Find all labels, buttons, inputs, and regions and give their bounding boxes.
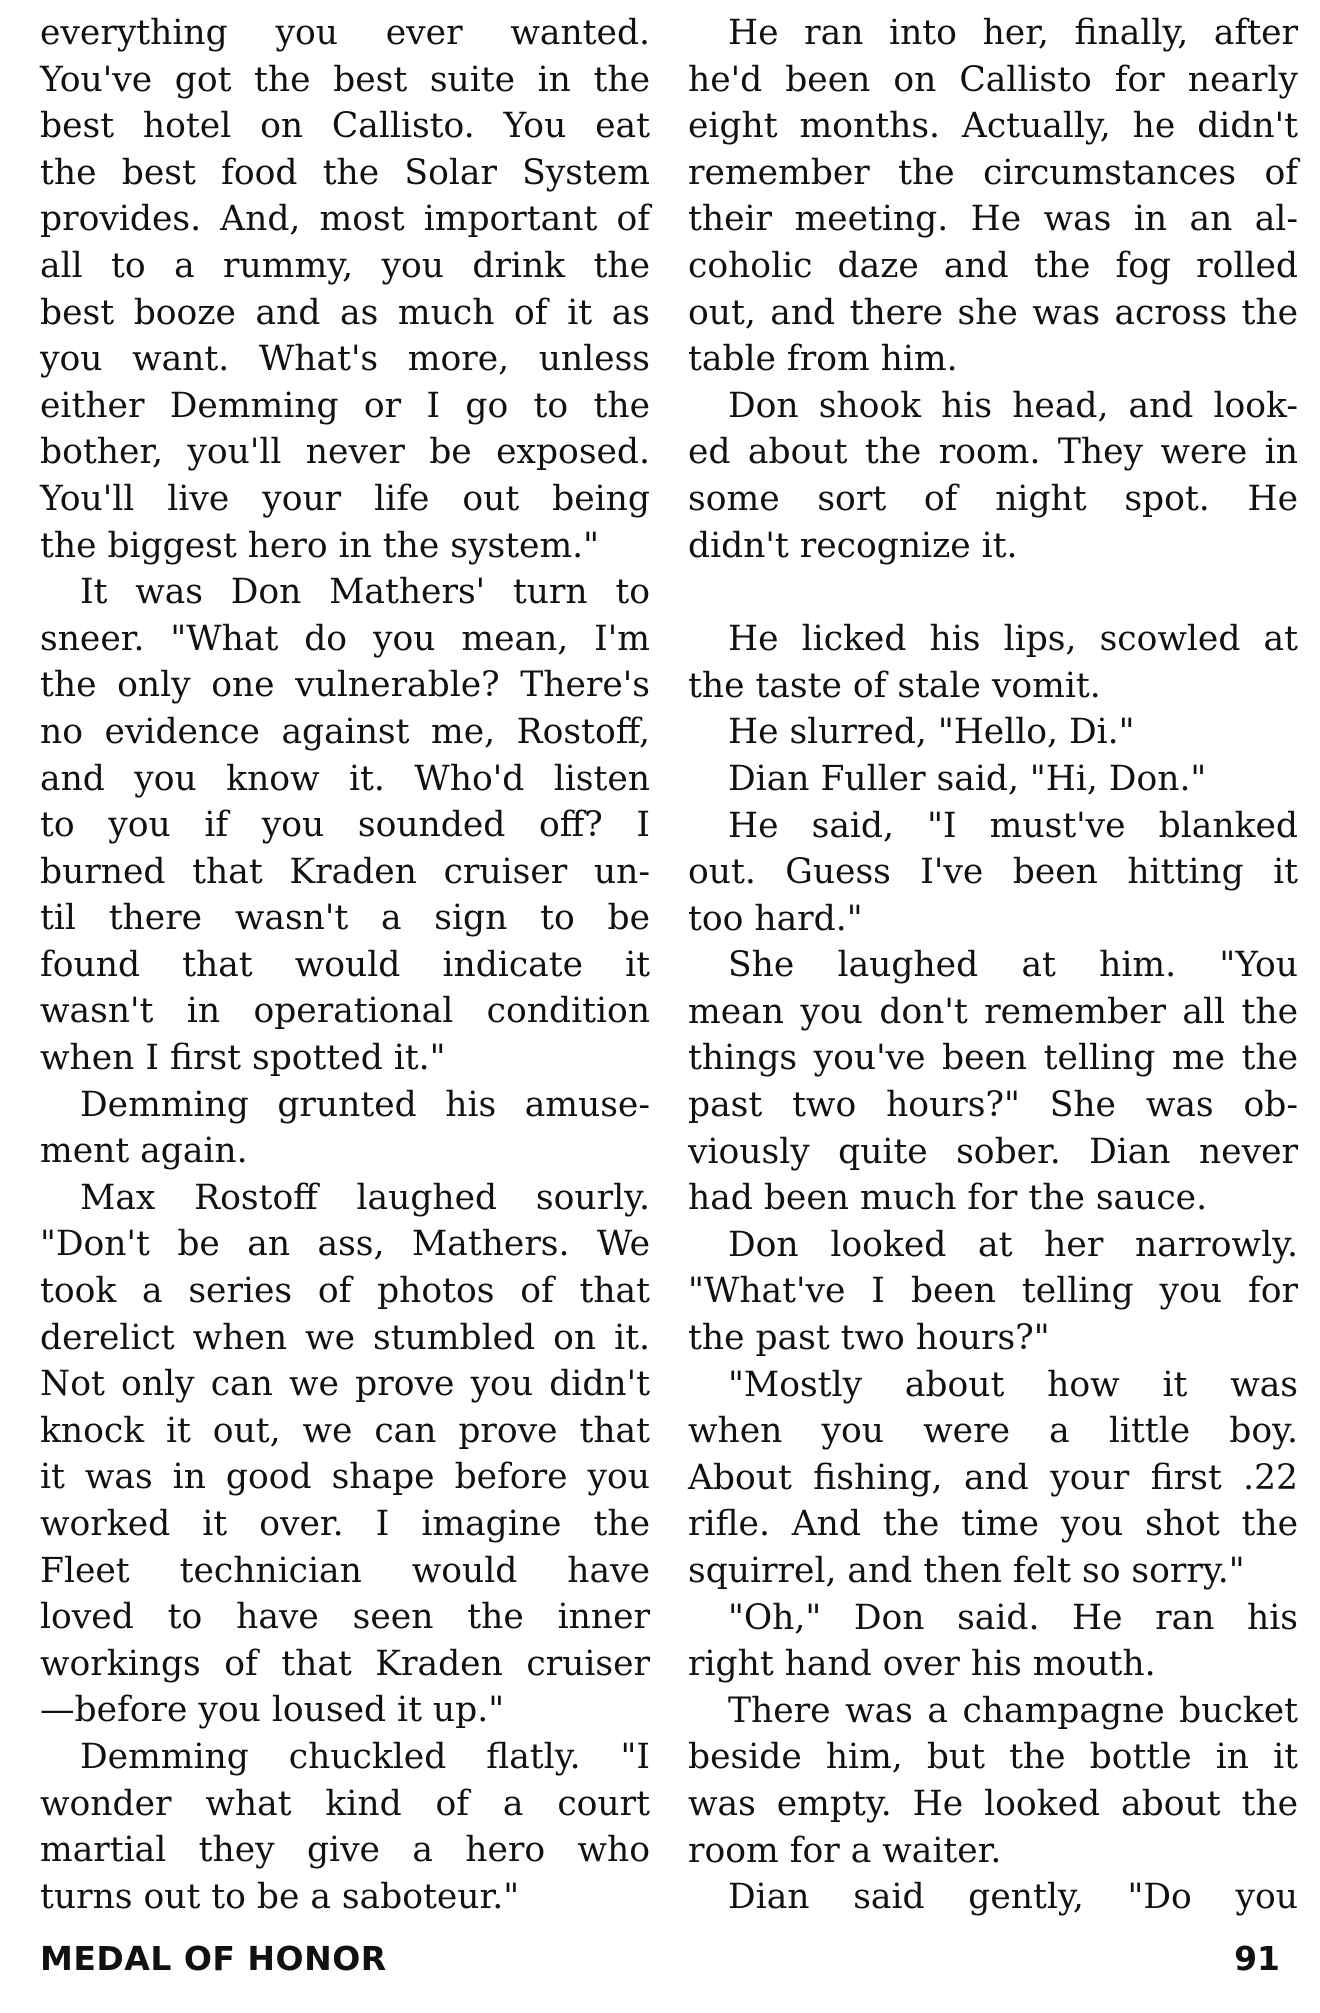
text-line: the biggest hero in the system." (40, 525, 599, 566)
text-line: table from him. (688, 339, 958, 380)
text-line: when I first spotted it." (40, 1038, 446, 1079)
paragraph (688, 1362, 1298, 1595)
text-line: Dian Fuller said, "Hi, Don." (728, 758, 1207, 799)
text-line: the past two hours?" (688, 1318, 1050, 1359)
text-line: Fleet technician would have (40, 1550, 650, 1591)
text-line: derelict when we stumbled on it. (40, 1317, 650, 1358)
text-line: it was in good shape before you (40, 1457, 650, 1498)
text-line: no evidence against me, Rostoff, (40, 711, 650, 752)
text-line: squirrel, and then felt so sorry." (688, 1551, 1245, 1591)
text-line: the only one vulnerable? There's (40, 665, 650, 706)
text-line: eight months. Actually, he didn't (688, 106, 1298, 147)
text-line: til there wasn't a sign to be (40, 898, 650, 939)
text-line: He slurred, "Hello, Di." (728, 712, 1135, 753)
text-line: viously quite sober. Dian never (688, 1131, 1298, 1172)
text-line: rifle. And the time you shot the (688, 1504, 1298, 1545)
page-footer (40, 1934, 1280, 1984)
text-line: There was a champagne bucket (728, 1690, 1298, 1731)
text-line: beside him, but the bottle in it (688, 1737, 1298, 1778)
text-line: either Demming or I go to the (40, 385, 650, 426)
paragraph (40, 10, 650, 569)
text-line: "Mostly about how it was (728, 1364, 1298, 1405)
text-line: past two hours?" She was ob- (688, 1085, 1298, 1126)
paragraph (688, 942, 1298, 1222)
text-line: too hard." (688, 898, 863, 939)
text-line: was empty. He looked about the (688, 1783, 1298, 1824)
text-line: ed about the room. They were in (688, 432, 1298, 473)
text-line: right hand over his mouth. (688, 1644, 1156, 1685)
text-line: wonder what kind of a court (40, 1783, 650, 1824)
paragraph (688, 756, 1298, 803)
text-line: Max Rostoff laughed sourly. (80, 1177, 650, 1218)
text-line: Don shook his head, and look- (728, 385, 1298, 426)
text-line: He licked his lips, scowled at (728, 619, 1298, 660)
text-line: out, and there she was across the (688, 292, 1298, 333)
text-line: when you were a little boy. (688, 1411, 1298, 1452)
text-line: knock it out, we can prove that (40, 1410, 650, 1451)
paragraph (688, 1595, 1298, 1688)
text-line: provides. And, most important of (40, 199, 650, 240)
text-line: ment again. (40, 1131, 248, 1172)
text-line: —before you loused it up." (40, 1690, 505, 1731)
paragraph (688, 383, 1298, 569)
text-line: some sort of night spot. He (688, 478, 1298, 519)
paragraph (688, 1874, 1298, 1921)
text-line: out. Guess I've been hitting it (688, 852, 1298, 893)
text-line: mean you don't remember all the (688, 991, 1298, 1032)
paragraph (688, 1222, 1298, 1362)
text-line: "Don't be an ass, Mathers. We (40, 1224, 650, 1265)
text-line: sneer. "What do you mean, I'm (40, 618, 650, 659)
paragraph (688, 616, 1298, 709)
paragraph (40, 569, 650, 1082)
text-line: You've got the best suite in the (40, 59, 650, 100)
text-line: Not only can we prove you didn't (40, 1364, 650, 1405)
text-line: best hotel on Callisto. You eat (40, 106, 650, 147)
text-line: he'd been on Callisto for nearly (688, 59, 1298, 100)
left-text-column (40, 10, 650, 1920)
page-number: 91 (1234, 1939, 1280, 1978)
text-line: worked it over. I imagine the (40, 1504, 650, 1544)
text-line: things you've been telling me the (688, 1038, 1298, 1079)
text-line: Don looked at her narrowly. (728, 1224, 1298, 1265)
text-line: martial they give a hero who (40, 1830, 650, 1871)
running-title: MEDAL OF HONOR (40, 1939, 387, 1978)
text-line: all to a rummy, you drink the (40, 245, 650, 286)
text-line: wasn't in operational condition (40, 991, 650, 1032)
text-line: turns out to be a saboteur." (40, 1876, 520, 1917)
text-line: everything you ever wanted. (40, 13, 650, 53)
paragraph (688, 709, 1298, 756)
text-line: About fishing, and your first .22 (688, 1457, 1298, 1498)
text-line: She laughed at him. "You (728, 945, 1298, 986)
text-line: "What've I been telling you for (688, 1271, 1298, 1312)
text-line: He ran into her, finally, after (728, 13, 1298, 53)
text-line: room for a waiter. (688, 1830, 1002, 1871)
paragraph (40, 1082, 650, 1175)
text-line: the taste of stale vomit. (688, 665, 1101, 706)
text-line: had been much for the sauce. (688, 1178, 1208, 1219)
text-line: didn't recognize it. (688, 525, 1018, 566)
text-line: You'll live your life out being (40, 478, 650, 519)
paragraph (688, 803, 1298, 943)
text-line: burned that Kraden cruiser un- (40, 851, 650, 892)
text-line: to you if you sounded off? I (40, 805, 650, 846)
paragraph (688, 10, 1298, 383)
text-line: Demming chuckled flatly. "I (80, 1736, 650, 1777)
text-line: best booze and as much of it as (40, 292, 650, 333)
text-line: you want. What's more, unless (40, 339, 650, 380)
paragraph (40, 1175, 650, 1734)
text-line: Demming grunted his amuse- (80, 1084, 650, 1125)
text-line: He said, "I must've blanked (728, 805, 1298, 846)
text-line: loved to have seen the inner (40, 1597, 650, 1638)
text-line: the best food the Solar System (40, 152, 650, 193)
paragraph (688, 1688, 1298, 1874)
text-line: coholic daze and the fog rolled (688, 245, 1298, 286)
text-line: bother, you'll never be exposed. (40, 432, 650, 473)
text-line: "Oh," Don said. He ran his (728, 1597, 1298, 1638)
text-line: remember the circumstances of (688, 152, 1298, 193)
text-line: their meeting. He was in an al- (688, 199, 1298, 240)
text-line: workings of that Kraden cruiser (40, 1643, 650, 1684)
text-line: and you know it. Who'd listen (40, 758, 650, 799)
right-text-column (688, 10, 1298, 1921)
text-line: It was Don Mathers' turn to (80, 572, 650, 613)
paragraph (40, 1734, 650, 1920)
text-line: found that would indicate it (40, 944, 650, 985)
text-line: took a series of photos of that (40, 1271, 650, 1312)
text-line: Dian said gently, "Do you (728, 1877, 1298, 1918)
